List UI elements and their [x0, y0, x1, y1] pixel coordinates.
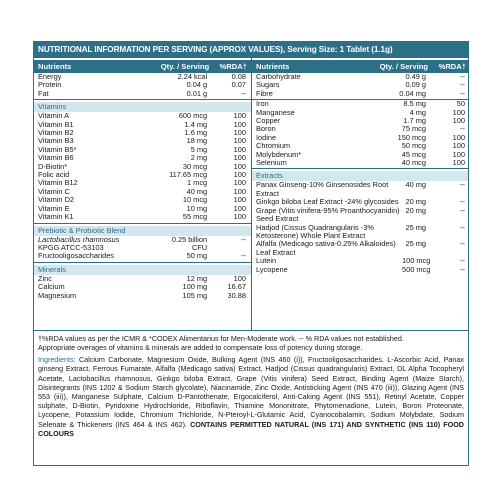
header-rda: %RDA†	[219, 62, 247, 71]
nutrient-rda: 100	[233, 136, 246, 146]
nutrient-name: Vitamin B6	[38, 154, 74, 163]
nutrient-qty: 100 mg	[182, 282, 208, 292]
nutrient-qty: 1.4 mg	[184, 119, 208, 129]
nutrient-row	[252, 109, 469, 117]
probiotic-section-label: Prebiotic & Probiotic Blend	[34, 226, 251, 236]
nutrient-qty: 8.5 mg	[403, 99, 426, 109]
nutrient-rda: 100	[233, 212, 246, 222]
nutrient-row	[252, 73, 469, 81]
nutrient-name: Vitamin D2	[38, 196, 75, 205]
nutrition-panel	[33, 41, 469, 466]
nutrient-qty: 1.6 mg	[184, 128, 208, 138]
nutrient-qty: 75 mcg	[401, 124, 426, 134]
nutrient-qty: 4 mg	[409, 107, 426, 117]
nutrient-rda: --	[460, 222, 465, 232]
nutrient-name: D-Biotin*	[38, 162, 68, 171]
nutrient-row	[252, 125, 469, 133]
nutrient-name: Magnesium	[38, 291, 77, 300]
nutrient-qty: 55 mcg	[182, 212, 208, 222]
nutrient-name: Energy	[38, 73, 62, 81]
nutrient-qty: CFU	[191, 242, 208, 252]
nutrient-name: Sugars	[256, 81, 280, 90]
nutrient-name: Manganese	[256, 108, 295, 117]
nutrient-qty: 50 mcg	[401, 141, 426, 151]
nutrient-qty: 600 mcg	[178, 111, 208, 121]
nutrient-row	[34, 283, 251, 291]
nutrient-rda: 100	[233, 195, 246, 205]
nutrient-name: Vitamin C	[38, 187, 70, 196]
nutrient-qty: 0.09 g	[405, 80, 426, 90]
nutrient-name: Ginkgo biloba Leaf Extract -24% glycosides	[256, 198, 399, 207]
nutrient-name: Lactobacillus rhamnosus	[38, 235, 120, 244]
nutrient-row	[34, 205, 251, 213]
nutrient-row	[34, 146, 251, 154]
nutrient-row	[34, 292, 251, 300]
nutrient-row	[252, 240, 469, 257]
nutrient-qty: 18 mg	[186, 136, 208, 146]
nutrient-name: Lutein	[256, 257, 277, 266]
right-minerals-block	[252, 100, 469, 169]
nutrient-name: Vitamin B5*	[38, 145, 77, 154]
nutrient-row	[34, 90, 251, 98]
nutrient-rda: 100	[452, 132, 465, 142]
left-column	[34, 58, 252, 330]
nutrient-row	[252, 159, 469, 167]
nutrient-row	[34, 81, 251, 89]
nutrient-row	[34, 112, 251, 120]
nutrient-name: Vitamin B12	[38, 179, 78, 188]
nutrient-rda: 100	[233, 153, 246, 163]
nutrient-name: Chromium	[256, 142, 291, 151]
nutrient-name: Copper	[256, 117, 281, 126]
footnotes	[34, 330, 468, 352]
nutrient-row	[252, 117, 469, 125]
nutrient-qty: 25 mg	[405, 222, 426, 232]
left-header	[34, 60, 251, 73]
ingredients-text: Calcium Carbonate, Magnesium Oxide, Bulking Agent (INS 460 (i)), Fructooligosaccharides, L-Ascorbic Acid, Panax ginseng Extract, Ferrous Fumarate, Alfalfa (Medicago sativa) Extract, Hadjod (Cissus quadrangularis) Extract, DL Alpha Tocopheryl Acetate, Lactobacillus rhamnosus, Ginkgo biloba Extract, Grape (Vitis vinifera) Seed Extract, Binding Agent (Maize Starch), Disintegrants (INS 1202 & Sodium Starch glycolate), Niacinamide, Zinc Oxide, Antisticking Agent (INS 470 (iii)), Glazing Agent (INS 553 (iii)), Manganese Sulphate, Calcium D-Pantothenate, Ergocalciferol, Anti-Caking Agent (INS 551), Retinyl Acetate, Copper sulphate, D-Biotin, Pyridoxine Hydrochloride, Riboflavin, Thiamine Mononitrate, Phytomenadione, Lutein, Boron Proteonate, Lycopene, Potassium Iodide, Chromium Trichloride, N-Pteroyl-L-Glutamic Acid, Cyanocobalamin, Sodium Molybdate, Sodium Selenate & Thickeners (INS 464 & INS 462).	[38, 355, 464, 429]
nutrient-rda: --	[460, 264, 465, 274]
nutrient-rda: 100	[233, 170, 246, 180]
header-qty: Qty. / Serving	[160, 62, 210, 71]
nutrient-row	[34, 163, 251, 171]
nutrient-rda: --	[460, 239, 465, 249]
nutrient-name: Panax Ginseng-10% Ginsenosides Root Extract	[256, 181, 389, 198]
nutrient-row	[252, 257, 469, 265]
nutrient-rda: 16.67	[227, 282, 246, 292]
footnote-overages: Appropriate overages of vitamins & minerals are added to compensate loss of potency during storage.	[38, 342, 363, 352]
nutrient-name: Vitamin A	[38, 112, 70, 121]
nutrient-name: Selenium	[256, 159, 287, 168]
nutrient-rda: 100	[233, 178, 246, 188]
probiotic-block	[34, 236, 251, 263]
footnote-rda: †%RDA values as per the ICMR & *CODEX Alimentarius for Men-Moderate work. -- % RDA values not established.	[38, 334, 404, 343]
nutrient-qty: 40 mg	[405, 180, 426, 190]
nutrient-rda: --	[241, 88, 246, 98]
nutrient-rda: --	[460, 197, 465, 207]
nutrient-name: Zinc	[38, 274, 52, 283]
nutrient-name: Iodine	[256, 133, 277, 142]
nutrient-name: Hadjod (Cissus Quadrangularis -3% Ketosterone) Whole Plant Extract	[256, 223, 374, 240]
nutrient-rda: 100	[233, 186, 246, 196]
nutrient-name: Protein	[38, 81, 62, 90]
nutrient-row	[252, 100, 469, 108]
nutrient-qty: 100 mcg	[402, 256, 431, 266]
nutrient-row	[34, 244, 251, 252]
vitamins-block	[34, 112, 251, 223]
nutrient-row	[252, 224, 469, 241]
nutrient-row	[34, 236, 251, 244]
nutrient-columns	[34, 58, 468, 330]
nutrient-name: Calcium	[38, 283, 65, 292]
minerals-block	[34, 275, 251, 300]
nutrient-rda: 100	[233, 128, 246, 138]
header-rda: %RDA†	[438, 62, 466, 71]
nutrient-qty: 10 mg	[186, 203, 208, 213]
nutrient-row	[34, 154, 251, 162]
nutrient-rda: 0.08	[231, 72, 246, 81]
nutrient-rda: 100	[452, 149, 465, 159]
nutrient-rda: --	[460, 205, 465, 215]
nutrient-qty: 105 mg	[182, 290, 208, 300]
nutrient-rda: --	[241, 234, 246, 244]
nutrient-qty: 0.04 g	[186, 80, 208, 90]
nutrient-name: Fibre	[256, 89, 273, 98]
nutrient-name: Molybdenum*	[256, 150, 302, 159]
nutrient-rda: --	[460, 256, 465, 266]
ingredients-colours: CONTAINS PERMITTED NATURAL (INS 171) AND SYNTHETIC (INS 110) FOOD COLOURS	[38, 419, 464, 438]
header-nutrients: Nutrients	[256, 62, 290, 71]
nutrient-rda: --	[460, 72, 465, 81]
nutrient-name: Fructooligosaccharides	[38, 252, 114, 261]
nutrient-rda: 30.88	[227, 290, 246, 300]
nutrient-qty: 12 mg	[186, 273, 208, 283]
nutrient-qty: 20 mg	[405, 205, 426, 215]
nutrient-qty: 10 mcg	[182, 195, 208, 205]
nutrient-qty: 2.24 kcal	[177, 72, 208, 81]
extracts-block	[252, 181, 469, 273]
minerals-section-label: Minerals	[34, 265, 251, 275]
panel-title: NUTRITIONAL INFORMATION PER SERVING (APPROX VALUES), Serving Size: 1 Tablet (1.1g)	[34, 42, 468, 58]
nutrient-name: KPGG ATCC-53103	[38, 243, 104, 252]
carb-block	[252, 73, 469, 100]
header-nutrients: Nutrients	[38, 62, 72, 71]
nutrient-row	[34, 179, 251, 187]
nutrient-rda: --	[241, 251, 246, 261]
nutrient-qty: 117.65 mcg	[169, 170, 208, 180]
nutrient-row	[252, 90, 469, 98]
nutrient-name: Vitamin E	[38, 204, 70, 213]
nutrient-rda: 100	[233, 144, 246, 154]
nutrient-name: Vitamin B2	[38, 129, 74, 138]
nutrient-row	[252, 81, 469, 89]
nutrient-qty: 1 mcg	[187, 178, 208, 188]
nutrient-name: Vitamin K1	[38, 213, 74, 222]
nutrient-qty: 50 mg	[186, 251, 208, 261]
nutrient-name: Boron	[256, 125, 276, 134]
nutrient-rda: --	[460, 124, 465, 134]
nutrient-name: Lycopene	[256, 265, 288, 274]
nutrient-qty: 0.49 g	[405, 72, 426, 81]
nutrient-rda: 100	[233, 161, 246, 171]
nutrient-rda: 100	[452, 107, 465, 117]
energy-block	[34, 73, 251, 100]
nutrient-row	[34, 129, 251, 137]
nutrient-qty: 150 mcg	[397, 132, 426, 142]
nutrient-row	[252, 181, 469, 198]
nutrient-qty: 40 mg	[186, 186, 208, 196]
nutrient-rda: 100	[452, 158, 465, 168]
nutrient-name: Grape (Vitis vinifera-95% Proanthocyanidin) Seed Extract	[256, 206, 400, 224]
nutrient-row	[34, 73, 251, 81]
nutrient-row	[252, 134, 469, 142]
nutrient-rda: 100	[452, 141, 465, 151]
nutrient-row	[34, 121, 251, 129]
nutrient-qty: 0.04 mg	[399, 88, 426, 98]
nutrient-qty: 1.7 mg	[403, 116, 426, 126]
nutrient-qty: 5 mg	[190, 144, 208, 154]
nutrient-name: Vitamin B3	[38, 137, 74, 146]
nutrient-rda: 100	[233, 111, 246, 121]
nutrient-qty: 2 mg	[190, 153, 208, 163]
header-qty: Qty. / Serving	[379, 62, 428, 71]
nutrient-row	[252, 266, 469, 274]
nutrient-rda: 0.07	[231, 80, 246, 90]
nutrient-qty: 45 mcg	[401, 149, 426, 159]
nutrient-qty: 0.25 billion	[171, 234, 208, 244]
nutrient-rda: 100	[233, 273, 246, 283]
nutrient-row	[252, 198, 469, 206]
nutrient-row	[34, 275, 251, 283]
nutrient-qty: 0.01 g	[186, 88, 208, 98]
nutrient-rda: --	[460, 80, 465, 90]
nutrient-row	[34, 171, 251, 179]
nutrient-row	[34, 137, 251, 145]
nutrient-rda: 100	[233, 203, 246, 213]
nutrient-name: Folic acid	[38, 171, 70, 180]
nutrient-row	[252, 142, 469, 150]
nutrient-qty: 20 mg	[405, 197, 426, 207]
ingredients-label: Ingredients:	[38, 355, 76, 365]
nutrient-row	[34, 196, 251, 204]
nutrient-name: Alfalfa (Medicago sativa-0.25% Alkaloides) Leaf Extract	[256, 240, 396, 257]
nutrient-row	[252, 207, 469, 224]
nutrient-rda: 100	[233, 119, 246, 129]
nutrient-name: Fat	[38, 89, 49, 98]
nutrient-qty: 500 mcg	[402, 264, 431, 274]
nutrient-row	[34, 252, 251, 260]
ingredients	[34, 352, 468, 438]
right-column	[252, 58, 469, 330]
right-header	[252, 60, 469, 73]
nutrient-name: Iron	[256, 100, 269, 109]
nutrient-rda: --	[460, 180, 465, 190]
nutrient-qty: 40 mcg	[401, 158, 426, 168]
nutrient-name: Vitamin B1	[38, 120, 74, 129]
nutrient-rda: --	[460, 88, 465, 98]
vitamins-section-label: Vitamins	[34, 102, 251, 112]
nutrient-row	[252, 151, 469, 159]
nutrient-qty: 30 mcg	[182, 161, 208, 171]
nutrient-row	[34, 213, 251, 221]
nutrient-rda: 100	[452, 116, 465, 126]
nutrient-row	[34, 188, 251, 196]
nutrient-qty: 25 mg	[405, 239, 426, 249]
nutrient-name: Carbohydrate	[256, 73, 301, 81]
extracts-section-label: Extracts	[252, 171, 469, 181]
nutrient-rda: 50	[456, 99, 465, 109]
